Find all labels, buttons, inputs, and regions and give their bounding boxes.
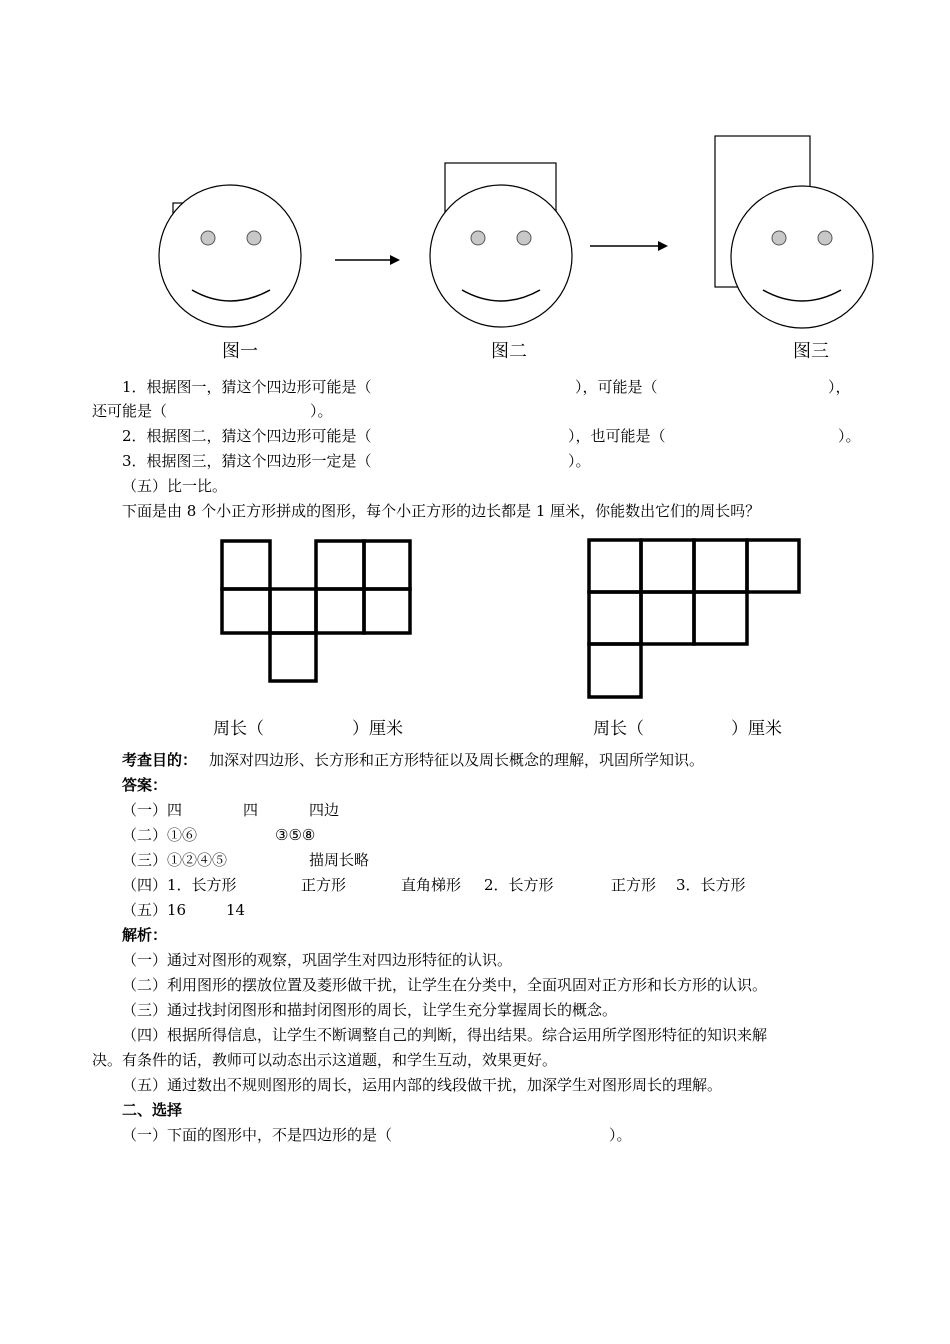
perimeter-right-close: ）厘米 — [731, 719, 782, 739]
analysis-item-1: （一）通过对图形的观察，巩固学生对四边形特征的认识。 — [122, 951, 513, 969]
question-1-part-a: 1．根据图一，猜这个四边形可能是（ — [122, 378, 372, 396]
section-two-question-1-b: ）。 — [609, 1126, 632, 1144]
left-figure-cell — [222, 541, 270, 589]
answer-4-a: （四）1．长方形 — [122, 876, 237, 894]
left-figure-cell — [270, 633, 316, 681]
question-1-part-d: 还可能是（ — [92, 402, 168, 420]
perimeter-left-open: 周长（ — [213, 719, 264, 739]
purpose-text: 加深对四边形、长方形和正方形特征以及周长概念的理解，巩固所学知识。 — [209, 751, 705, 769]
right-figure-cell — [694, 540, 747, 592]
analysis-label: 解析： — [122, 926, 168, 944]
left-figure-cell — [364, 541, 410, 589]
section-two-question-1-a: （一）下面的图形中，不是四边形的是（ — [122, 1126, 393, 1144]
right-figure-cell — [589, 592, 641, 644]
left-figure-cell — [364, 589, 410, 633]
section-five-intro: 下面是由 8 个小正方形拼成的图形，每个小正方形的边长都是 1 厘米，你能数出它们的周长吗？ — [122, 502, 761, 520]
right-figure-cell — [694, 592, 747, 644]
analysis-item-4-continued: 决。有条件的话，教师可以动态出示这道题，和学生互动，效果更好。 — [92, 1051, 558, 1069]
answers-label: 答案： — [122, 776, 168, 794]
analysis-item-2: （二）利用图形的摆放位置及菱形做干扰，让学生在分类中，全面巩固对正方形和长方形的认识。 — [122, 976, 768, 994]
left-figure-cell — [316, 589, 364, 633]
figure-label-three: 图三 — [793, 341, 829, 362]
analysis-item-4: （四）根据所得信息，让学生不断调整自己的判断，得出结果。综合运用所学图形特征的知识来解 — [122, 1026, 768, 1044]
perimeter-right-open: 周长（ — [593, 719, 644, 739]
analysis-item-5: （五）通过数出不规则图形的周长，运用内部的线段做干扰，加深学生对图形周长的理解。 — [122, 1076, 723, 1094]
question-2-part-c: ）。 — [838, 427, 861, 445]
perimeter-left-close: ）厘米 — [352, 719, 403, 739]
answer-3-b: 描周长略 — [309, 851, 370, 869]
analysis-item-3: （三）通过找封闭图形和描封闭图形的周长，让学生充分掌握周长的概念。 — [122, 1001, 618, 1019]
figure-label-one: 图一 — [222, 341, 258, 362]
answer-2-b: ③⑤⑧ — [275, 826, 316, 844]
question-3-part-b: ）。 — [568, 452, 591, 470]
purpose-label: 考查目的： — [122, 751, 198, 769]
answer-1-c: 四边 — [309, 801, 340, 819]
right-figure-cell — [589, 540, 641, 592]
answer-4-d: 2．长方形 — [484, 876, 554, 894]
left-figure-cell — [270, 589, 316, 633]
answer-4-e: 正方形 — [611, 876, 657, 894]
question-1-part-e: ）。 — [310, 402, 333, 420]
answer-5-b: 14 — [226, 901, 246, 919]
question-2-part-a: 2．根据图二，猜这个四边形可能是（ — [122, 427, 372, 445]
right-figure-cell — [641, 592, 694, 644]
answer-1-a: （一）四 — [122, 801, 183, 819]
left-figure-cell — [316, 541, 364, 589]
right-figure-cell — [589, 644, 641, 697]
left-figure-cell — [222, 589, 270, 633]
question-2-part-b: ），也可能是（ — [568, 427, 666, 445]
figure-label-two: 图二 — [491, 341, 527, 362]
question-1-part-c: ）， — [828, 378, 851, 396]
question-3-part-a: 3．根据图三，猜这个四边形一定是（ — [122, 452, 372, 470]
section-five-title: （五）比一比。 — [122, 477, 228, 495]
answer-3-a: （三）①②④⑤ — [122, 851, 228, 869]
answer-1-b: 四 — [243, 801, 259, 819]
right-figure-cell — [641, 540, 694, 592]
section-two-title: 二、选择 — [122, 1101, 183, 1119]
question-1-part-b: ），可能是（ — [575, 378, 658, 396]
answer-4-b: 正方形 — [301, 876, 347, 894]
answer-5-a: （五）16 — [122, 901, 187, 919]
answer-4-c: 直角梯形 — [401, 876, 462, 894]
answer-4-f: 3．长方形 — [676, 876, 746, 894]
answer-2-a: （二）①⑥ — [122, 826, 198, 844]
right-figure-cell — [747, 540, 799, 592]
